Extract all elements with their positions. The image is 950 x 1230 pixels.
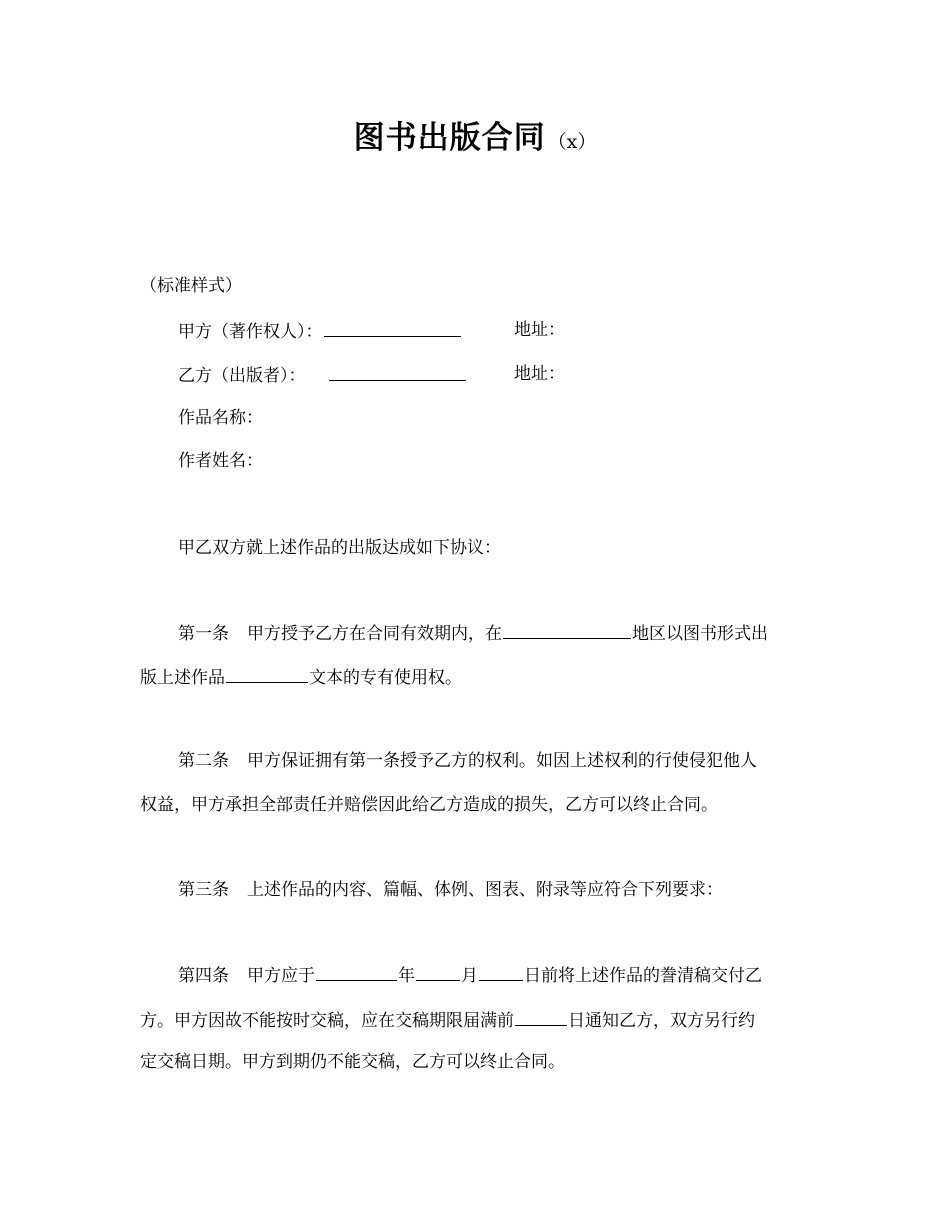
article-4-text-4: 日通知乙方，双方另行约 [568, 1011, 755, 1031]
author-name-label: 作者姓名： [178, 451, 263, 471]
article-1-line-1 [178, 620, 768, 646]
article-4-text-3: 方。甲方因故不能按时交稿，应在交稿期限届满前 [140, 1011, 514, 1031]
article-3-text-1: 上述作品的内容、篇幅、体例、图表、附录等应符合下列要求： [247, 880, 723, 900]
article-4-line-2 [140, 1007, 755, 1033]
day-blank[interactable] [479, 962, 523, 981]
party-a-name-blank[interactable] [324, 318, 461, 337]
party-a-label: 甲方（著作权人）： [178, 322, 323, 342]
party-b-address-label: 地址： [514, 364, 565, 384]
article-3-number: 第三条 [178, 880, 229, 900]
article-1-number: 第一条 [178, 624, 229, 644]
article-4-line-1 [178, 962, 762, 988]
article-1-text-2: 地区以图书形式出 [632, 624, 768, 644]
format-note: （标准样式） [140, 276, 242, 296]
year-blank[interactable] [316, 962, 397, 981]
article-1-text-3: 版上述作品 [140, 668, 225, 688]
article-1-line-2 [140, 664, 462, 690]
article-4-text-1: 甲方应于 [247, 966, 315, 986]
article-2-line-1 [178, 749, 757, 773]
article-4-number: 第四条 [178, 966, 229, 986]
title-suffix: （x） [547, 131, 597, 153]
region-blank[interactable] [503, 620, 631, 639]
agreement-intro: 甲乙双方就上述作品的出版达成如下协议： [178, 538, 501, 558]
article-2-text-1: 甲方保证拥有第一条授予乙方的权利。如因上述权利的行使侵犯他人 [247, 751, 757, 771]
article-4-text-2: 日前将上述作品的誊清稿交付乙 [524, 966, 762, 986]
article-4-month: 月 [461, 966, 478, 986]
article-2-number: 第二条 [178, 751, 229, 771]
party-a-line [178, 318, 462, 344]
document-title [0, 112, 950, 157]
article-4-year: 年 [398, 966, 415, 986]
party-b-name-blank[interactable] [329, 362, 466, 381]
party-b-line [178, 362, 467, 388]
article-4-line-3: 定交稿日期。甲方到期仍不能交稿，乙方可以终止合同。 [140, 1052, 565, 1072]
party-a-address-label: 地址： [514, 320, 565, 340]
party-b-label: 乙方（出版者）： [178, 366, 306, 386]
article-1-text-1: 甲方授予乙方在合同有效期内，在 [247, 624, 502, 644]
article-3-line-1 [178, 878, 723, 902]
language-blank[interactable] [226, 664, 308, 683]
work-name-label: 作品名称： [178, 408, 263, 428]
month-blank[interactable] [416, 962, 460, 981]
notice-days-blank[interactable] [515, 1007, 567, 1026]
article-2-line-2: 权益，甲方承担全部责任并赔偿因此给乙方造成的损失，乙方可以终止合同。 [140, 795, 718, 815]
title-main: 图书出版合同 [353, 120, 546, 156]
article-1-text-4: 文本的专有使用权。 [309, 668, 462, 688]
